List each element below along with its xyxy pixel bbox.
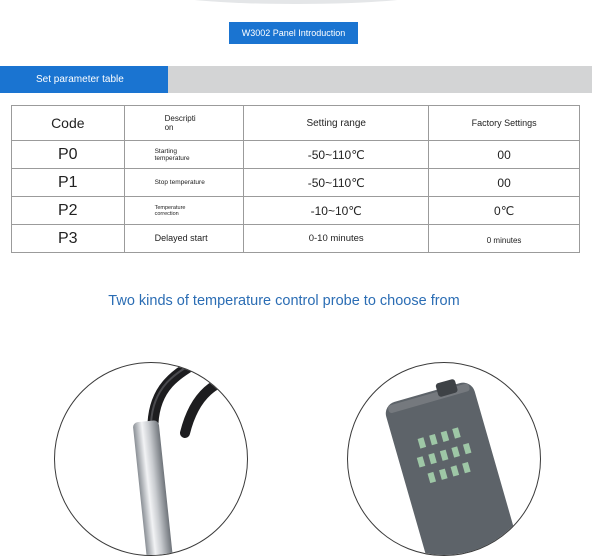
section-tab-bar [0,66,592,93]
row-code: P0 [12,141,125,169]
probe-image-metal-tube [54,362,248,556]
probe-section-title: Two kinds of temperature control probe to choose from [108,293,460,309]
housing-probe-icon [348,363,540,555]
row-range: -50~110℃ [244,169,429,197]
row-code: P3 [12,225,125,253]
header-factory-settings: Factory Settings [429,106,580,141]
top-decoration [160,0,432,4]
row-code: P1 [12,169,125,197]
header-description: Descripti on [124,106,244,141]
header-code: Code [12,106,125,141]
parameter-table [11,105,580,253]
row-range: 0-10 minutes [244,225,429,253]
row-factory: 0℃ [429,197,580,225]
probe-image-plastic-housing [347,362,541,556]
row-description: Delayed start [124,225,244,253]
row-factory: 00 [429,141,580,169]
table-row [12,197,580,225]
row-code: P2 [12,197,125,225]
header-setting-range: Setting range [244,106,429,141]
metal-probe-icon [55,363,247,555]
row-description: Starting temperature [124,141,244,169]
row-factory: 00 [429,169,580,197]
row-range: -10~10℃ [244,197,429,225]
row-description: Temperature correction [124,197,244,225]
panel-introduction-button[interactable]: W3002 Panel Introduction [229,22,358,44]
table-row [12,169,580,197]
tab-set-parameter-table[interactable]: Set parameter table [0,66,168,93]
row-range: -50~110℃ [244,141,429,169]
table-row [12,141,580,169]
table-row [12,225,580,253]
table-header-row [12,106,580,141]
row-factory: 0 minutes [429,225,580,253]
row-description: Stop temperature [124,169,244,197]
